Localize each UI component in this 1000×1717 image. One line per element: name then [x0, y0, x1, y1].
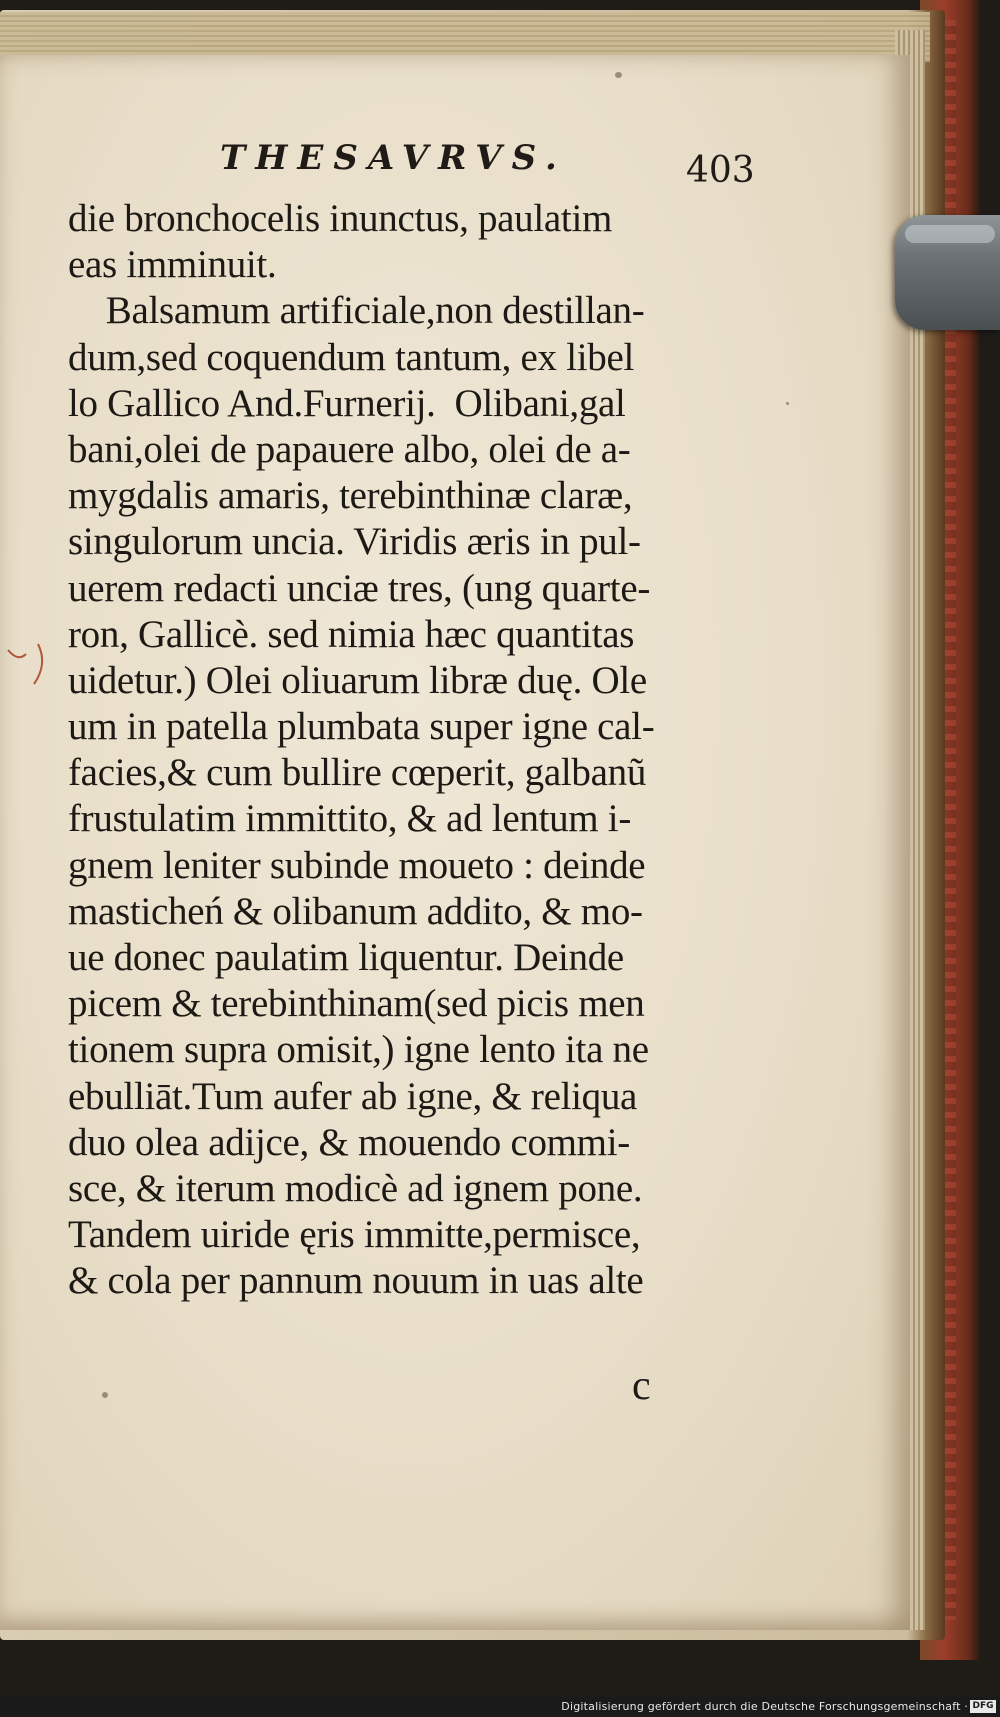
text-line: ebulliāt.Tum aufer ab igne, & reliqua — [68, 1074, 638, 1118]
text-line: & cola per pannum nouum in uas alte — [68, 1259, 644, 1303]
text-line: duo olea adijce, & mouendo commi- — [68, 1120, 630, 1164]
text-line: ue donec paulatim liquentur. Deinde — [68, 936, 624, 979]
text-line: um in patella plumbata super igne cal- — [68, 705, 655, 749]
text-line: eas imminuit. — [68, 243, 277, 287]
text-line: gnem leniter subinde moueto : deinde — [68, 843, 646, 887]
digitization-credit: Digitalisierung gefördert durch die Deutsche Forschungsgemeinschaft · — [561, 1700, 968, 1713]
signature-mark: c — [632, 1363, 651, 1409]
text-line: die bronchocelis inunctus, paulatim — [68, 197, 613, 240]
text-line: facies,& cum bullire cœperit, galbanũ — [68, 751, 647, 795]
text-line: bani,olei de papauere albo, olei de a- — [68, 427, 631, 471]
text-line: ron, Gallicè. sed nimia hæc quantitas — [68, 612, 635, 656]
text-line: uerem redacti unciæ tres, (ung quarte- — [68, 566, 651, 610]
text-line: uidetur.) Olei oliuarum libræ duę. Ole — [68, 658, 647, 702]
paper-speck — [786, 402, 789, 405]
text-line: frustulatim immittito, & ad lentum i- — [68, 797, 632, 841]
margin-annotation-mark — [4, 640, 50, 690]
text-line: tionem supra omisit,) igne lento ita ne — [68, 1028, 649, 1072]
paper-speck — [102, 1392, 108, 1398]
text-line: sce, & iterum modicè ad ignem pone. — [68, 1166, 643, 1210]
text-line: masticheń & olibanum addito, & mo- — [68, 889, 643, 933]
page-clip — [895, 215, 1000, 330]
text-line: dum,sed coquendum tantum, ex libel — [68, 335, 635, 379]
text-line: mygdalis amaris, terebinthinæ claræ, — [68, 474, 633, 518]
text-body — [68, 196, 778, 1305]
text-line: Balsamum artificiale,non destillan- — [68, 289, 645, 333]
page-number: 403 — [686, 150, 755, 191]
paper-speck — [615, 72, 622, 78]
dfg-logo: DFG — [970, 1700, 996, 1713]
text-line: lo Gallico And.Furnerij. Olibani,gal — [68, 381, 626, 425]
running-head: THESAVRVS. — [220, 138, 567, 178]
text-line: singulorum uncia. Viridis æris in pul- — [68, 520, 641, 564]
text-line: picem & terebinthinam(sed picis men — [68, 982, 645, 1026]
text-line: Tandem uiride ęris immitte,permisce, — [68, 1213, 641, 1257]
